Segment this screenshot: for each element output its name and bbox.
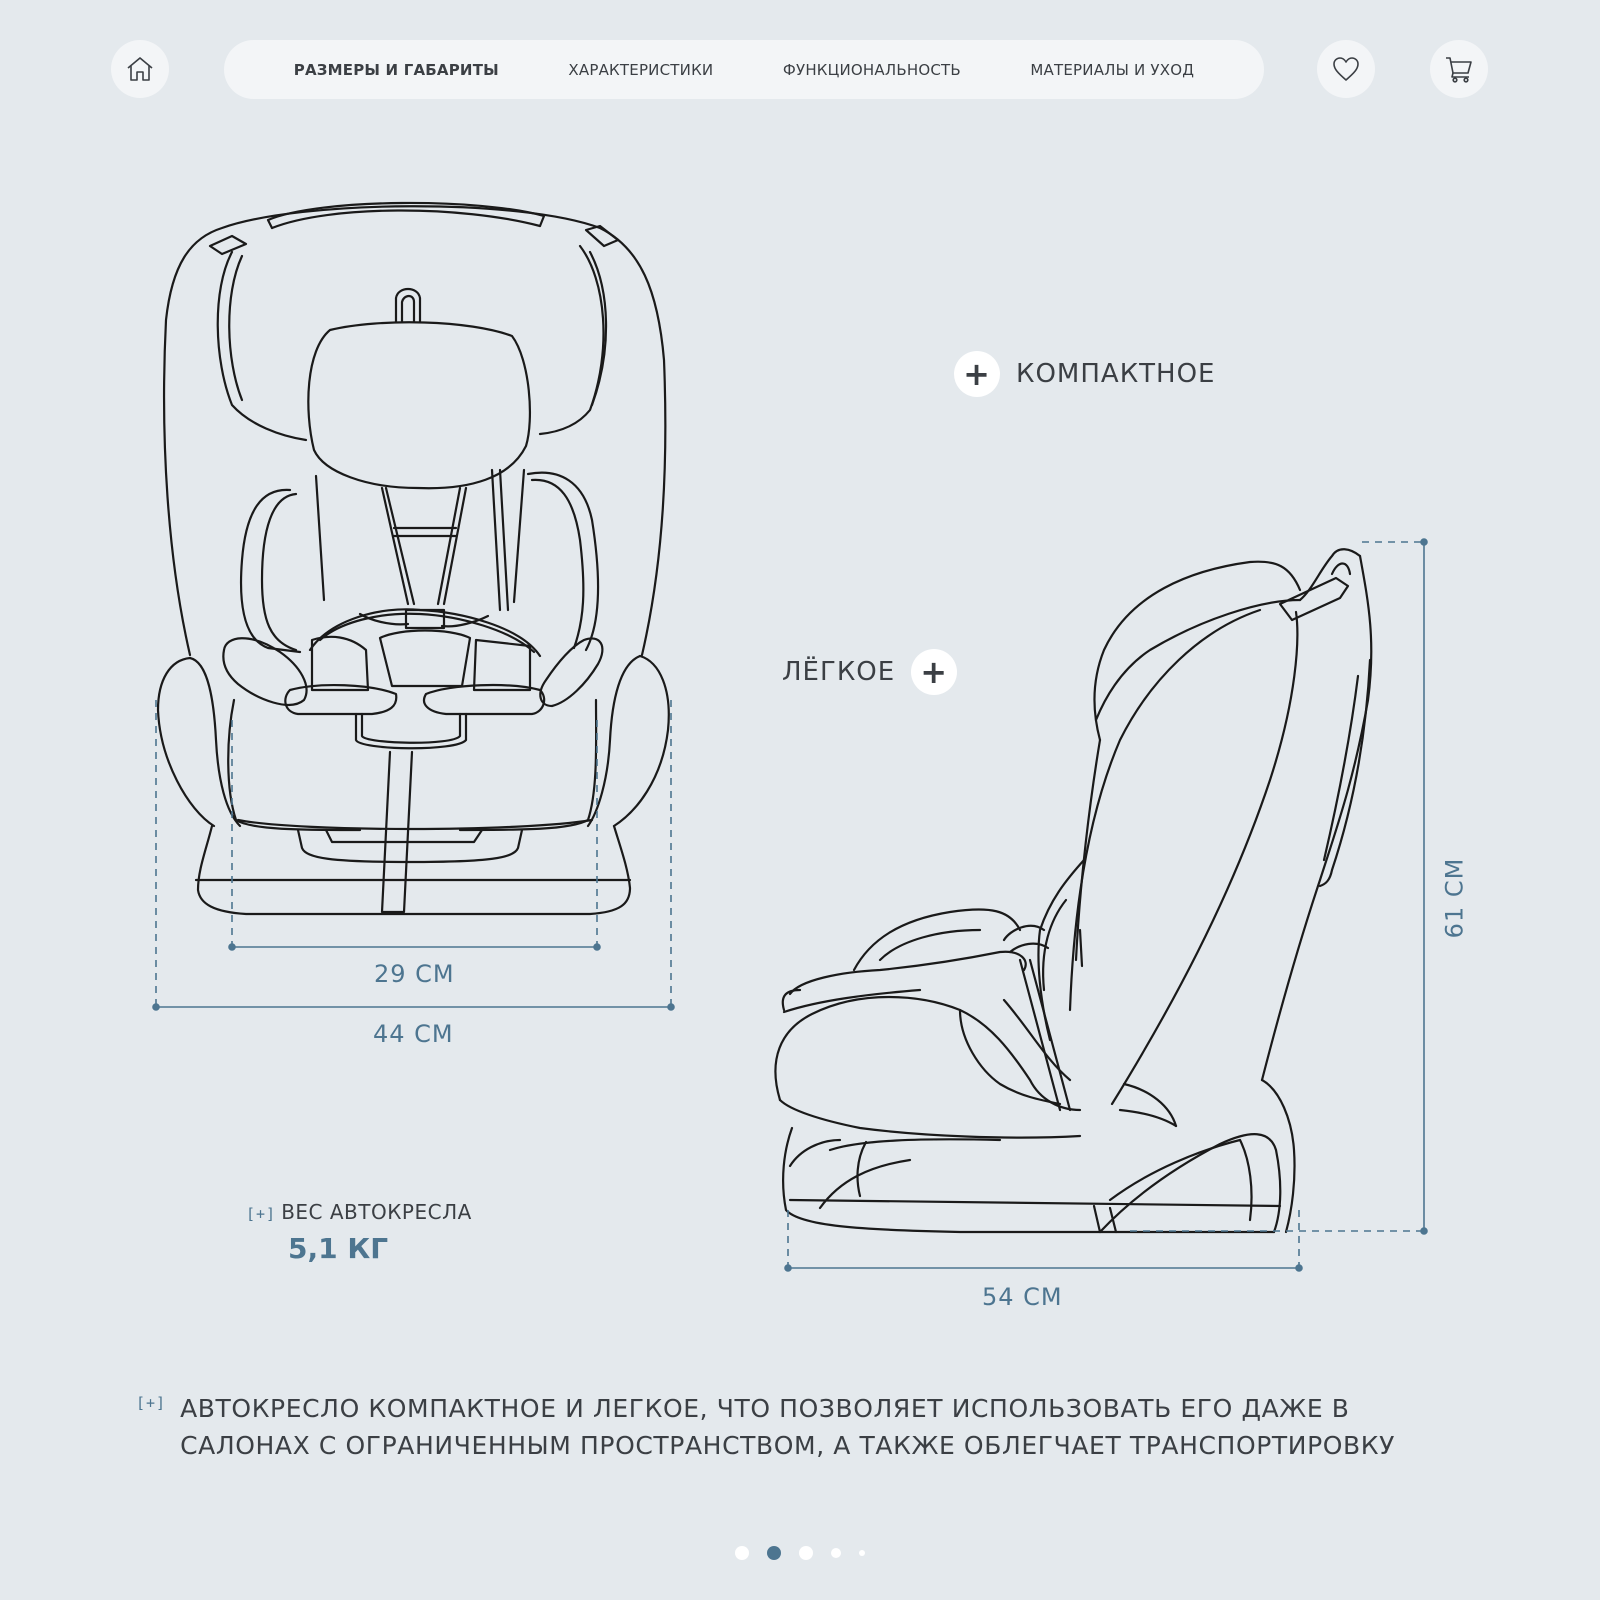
plus-icon[interactable]: + bbox=[954, 351, 1000, 397]
page-dot[interactable] bbox=[799, 1546, 813, 1560]
tab-characteristics[interactable]: ХАРАКТЕРИСТИКИ bbox=[568, 60, 714, 79]
weight-block bbox=[246, 1200, 472, 1265]
weight-value: 5,1 КГ bbox=[288, 1232, 389, 1265]
height-label: 61 СМ bbox=[1440, 857, 1469, 939]
page-dot[interactable] bbox=[859, 1550, 865, 1556]
depth-label: 54 СМ bbox=[982, 1283, 1063, 1311]
page-dot-active[interactable] bbox=[767, 1546, 781, 1560]
plus-icon[interactable]: + bbox=[911, 649, 957, 695]
feature-compact-label: КОМПАКТНОЕ bbox=[1016, 359, 1216, 389]
feature-compact bbox=[954, 351, 1215, 397]
tab-materials-care[interactable]: МАТЕРИАЛЫ И УХОД bbox=[1030, 60, 1195, 79]
feature-light bbox=[782, 649, 957, 695]
total-width-label: 44 СМ bbox=[373, 1020, 454, 1048]
front-view-seat bbox=[158, 203, 669, 914]
page-dot[interactable] bbox=[831, 1548, 841, 1558]
description bbox=[136, 1390, 1466, 1464]
feature-light-label: ЛЁГКОЕ bbox=[782, 657, 896, 687]
pagination bbox=[0, 1546, 1600, 1560]
description-text: АВТОКРЕСЛО КОМПАКТНОЕ И ЛЕГКОЕ, ЧТО ПОЗВОЛЯЕТ ИСПОЛЬЗОВАТЬ ЕГО ДАЖЕ В САЛОНАХ С ОГРАНИЧЕННЫМ ПРОСТРАНСТВОМ, А ТАКЖЕ ОБЛЕГЧАЕТ ТРАНСПОРТИРОВКУ bbox=[180, 1394, 1395, 1460]
weight-label: ВЕС АВТОКРЕСЛА bbox=[281, 1200, 472, 1224]
tab-functionality[interactable]: ФУНКЦИОНАЛЬНОСТЬ bbox=[782, 60, 961, 79]
bracket-plus-icon: [+] bbox=[136, 1394, 167, 1412]
page-dot[interactable] bbox=[735, 1546, 749, 1560]
tab-dimensions[interactable]: РАЗМЕРЫ И ГАБАРИТЫ bbox=[293, 60, 499, 79]
seat-width-label: 29 СМ bbox=[374, 960, 455, 988]
bracket-plus-icon: [+] bbox=[246, 1205, 277, 1223]
